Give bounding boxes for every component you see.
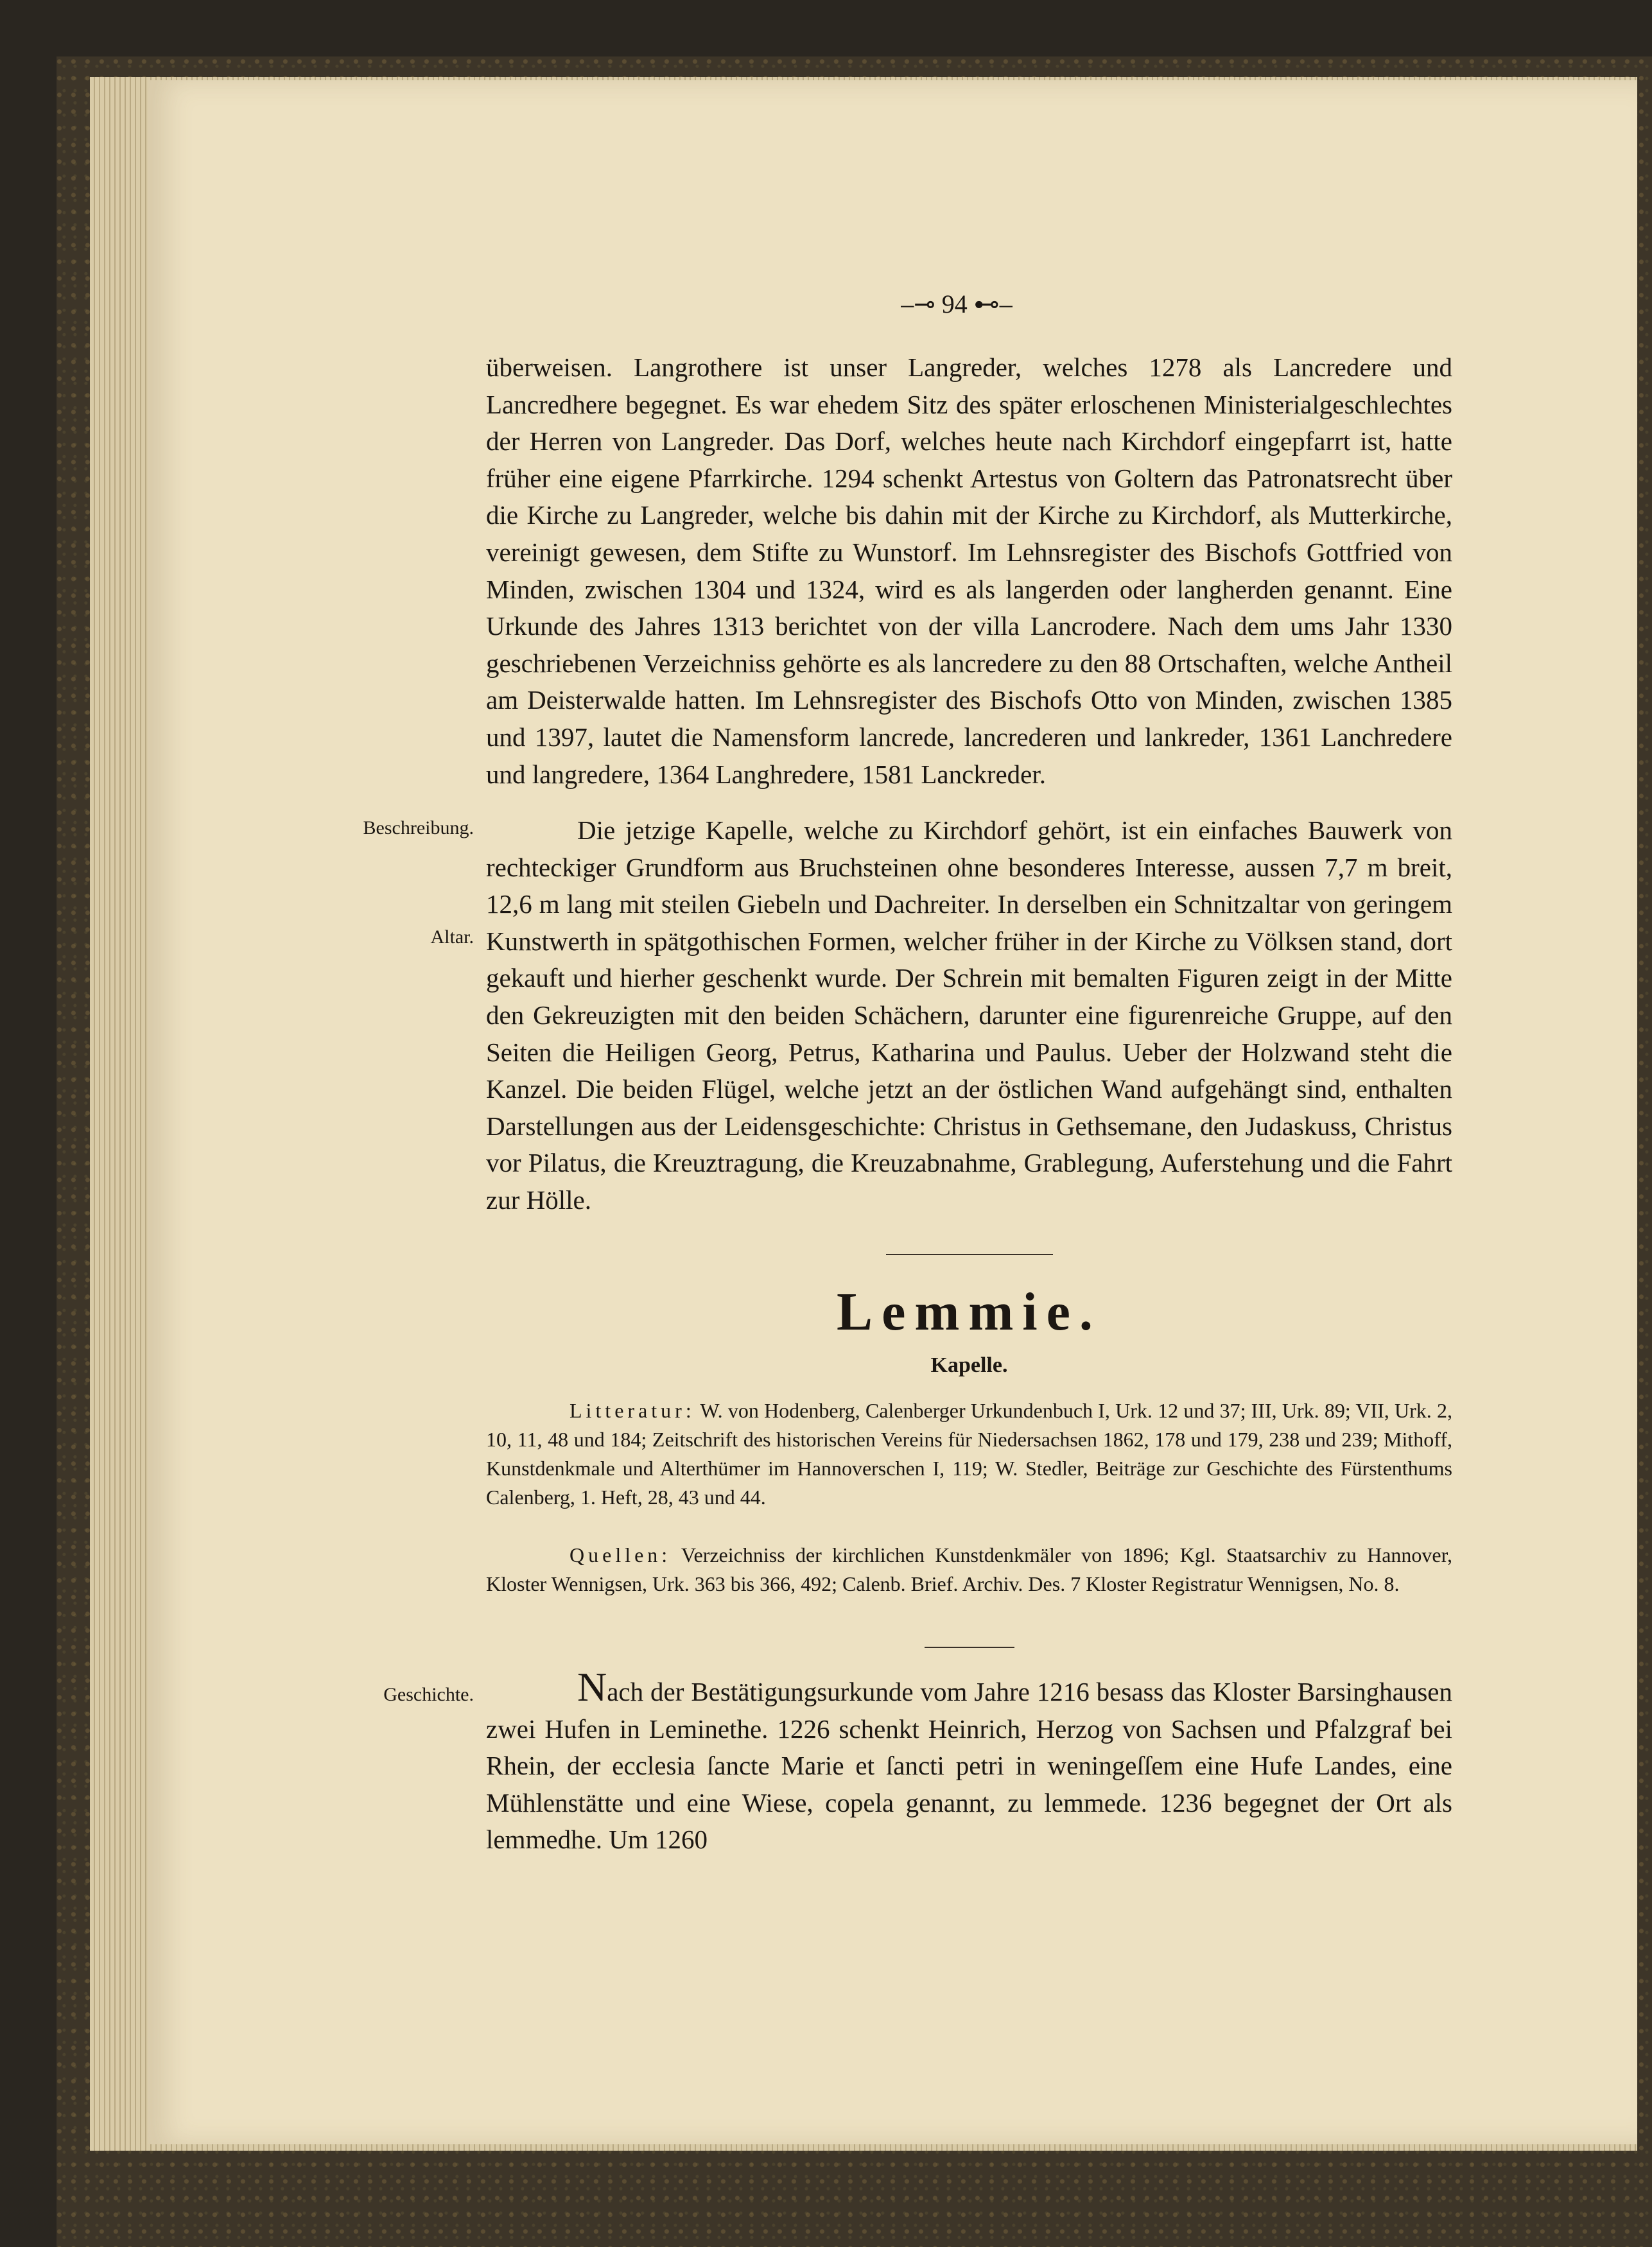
description-paragraph bbox=[486, 812, 1452, 1219]
history-paragraph bbox=[486, 1664, 1452, 1859]
margin-note-geschichte: Geschichte. bbox=[383, 1684, 474, 1705]
quellen-label: Quellen: bbox=[570, 1543, 672, 1566]
history-text-line bbox=[486, 1664, 1452, 1859]
continued-text: überweisen. Langrothere ist unser Langreder, welches 1278 als Lancredere und Lancredhere begegnet. Es war ehedem Sitz des später erloschenen Ministerialgeschlechtes der Herren von Langreder. Das Dorf, welches heute nach Kirchdorf eingepfarrt ist, hatte früher eine eigene Pfarrkirche. 1294 schenkt Artestus von Goltern das Patronatsrecht über die Kirche zu Langreder, welche bis dahin mit der Kirche zu Kirchdorf, als Mutterkirche, vereinigt gewesen, dem Stifte zu Wunstorf. Im Lehnsregister des Bischofs Gottfried von Minden, zwischen 1304 und 1324, wird es als langerden oder langherden genannt. Eine Urkunde des Jahres 1313 berichtet von der villa Lancrodere. Nach dem ums Jahr 1330 geschriebenen Verzeichniss gehörte es als lancredere zu den 88 Ortschaften, welche Antheil am Deisterwalde hatten. Im Lehnsregister des Bischofs Otto von Minden, zwischen 1385 und 1397, lautet die Namensform lancrede, lancrederen und lankreder, 1361 Lanchredere und langredere, 1364 Langhredere, 1581 Lanckreder. bbox=[486, 352, 1452, 789]
section-title: Lemmie. bbox=[837, 1282, 1102, 1342]
description-text: Die jetzige Kapelle, welche zu Kirchdorf gehört, ist ein einfaches Bauwerk von rechteckiger Grundform aus Bruchsteinen ohne besonderes Interesse, aussen 7,7 m breit, 12,6 m lang mit steilen Giebeln und Dachreiter. In derselben ein Schnitzaltar von geringem Kunstwerth in spätgothischen Formen, welcher früher in der Kirche zu Völksen stand, dort gekauft und hierher geschenkt wurde. Der Schrein mit bemalten Figuren zeigt in der Mitte den Gekreuzigten mit den beiden Schächern, darunter eine figurenreiche Gruppe, auf den Seiten die Heiligen Georg, Petrus, Katharina und Paulus. Ueber der Holzwand steht die Kanzel. Die beiden Flügel, welche jetzt an der östlichen Wand aufgehängt sind, enthalten Darstellungen aus der Leidensgeschichte: Christus in Gethsemane, den Judaskuss, Christus vor Pilatus, die Kreuztragung, die Kreuzabnahme, Grablegung, Auferstehung und die Fahrt zur Hölle. bbox=[486, 815, 1452, 1215]
history-initial: N bbox=[577, 1664, 607, 1710]
section-subtitle: Kapelle. bbox=[930, 1353, 1008, 1377]
litteratur-entry bbox=[486, 1396, 1452, 1512]
history-text: ach der Bestätigungsurkunde vom Jahre 1216 besass das Kloster Barsinghausen zwei Hufen in Leminethe. 1226 schenkt Heinrich, Herzog von Sachsen und Pfalzgraf bei Rhein, der ecclesia ſancte Marie et ſancti petri in weningeſſem eine Hufe Landes, eine Mühlenstätte und eine Wiese, copela genannt, zu lemmede. 1236 begegnet der Ort als lemmedhe. Um 1260 bbox=[486, 1677, 1452, 1855]
continued-paragraph bbox=[486, 349, 1452, 793]
litteratur-text: W. von Hodenberg, Calenberger Urkundenbuch I, Urk. 12 und 37; III, Urk. 89; VII, Urk. 2, 10, 11, 48 und 184; Zeitschrift des historischen Vereins für Niedersachsen 1862, 178 und 179, 238 und 239; Mithoff, Kunstdenkmale und Alterthümer im Hannoverschen I, 119; W. Stedler, Beiträge zur Geschichte des Fürstenthums Calenberg, 1. Heft, 28, 43 und 44. bbox=[486, 1399, 1452, 1509]
margin-note-beschreibung: Beschreibung. bbox=[363, 817, 474, 838]
section-divider bbox=[886, 1254, 1053, 1255]
page-number: –⊸ 94 ⊷– bbox=[901, 290, 1013, 318]
litteratur-label: Litteratur: bbox=[570, 1399, 695, 1422]
margin-note-altar: Altar. bbox=[430, 926, 474, 948]
quellen-block bbox=[486, 1541, 1452, 1599]
quellen-entry bbox=[486, 1541, 1452, 1599]
litteratur-block bbox=[486, 1396, 1452, 1512]
short-divider bbox=[925, 1647, 1014, 1648]
quellen-text: Verzeichniss der kirchlichen Kunstdenkmäler von 1896; Kgl. Staatsarchiv zu Hannover, Kloster Wennigsen, Urk. 363 bis 366, 492; Calenb. Brief. Archiv. Des. 7 Kloster Registratur Wennigsen, No. 8. bbox=[486, 1543, 1453, 1595]
